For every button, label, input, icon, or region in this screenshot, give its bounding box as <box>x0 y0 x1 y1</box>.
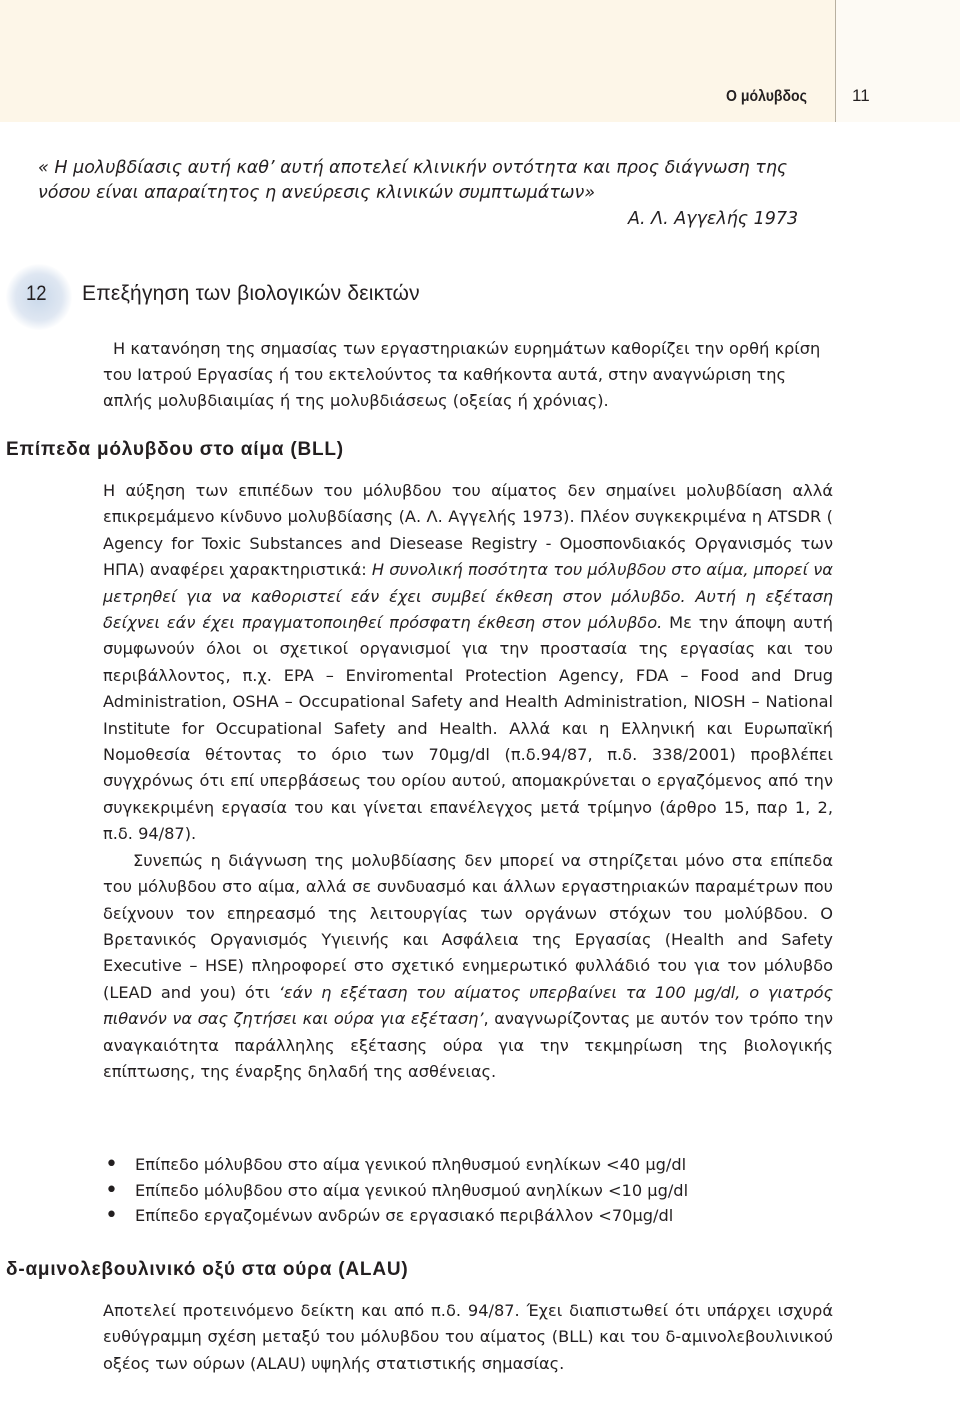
header-band <box>0 0 835 122</box>
bll-body <box>103 478 833 1085</box>
bll-p1-italic: Η συνολική ποσότητα του μόλυβδου στο αίμα, μπορεί να μετρηθεί για να καθοριστεί εάν έχει συμβεί έκθεση στον μόλυβδο. Αυτή η εξέταση δείχνει εάν έχει πραγματοποιηθεί πρόσφατη έκθεση στον μόλυβδο. <box>103 560 833 633</box>
section-number: 12 <box>26 282 47 305</box>
section-intro <box>103 336 838 414</box>
bll-bullet-list <box>103 1152 843 1229</box>
bll-p1-text: Η αύξηση των επιπέδων του μόλυβδου του αίματος δεν σημαίνει μολυβδίαση αλλά επικρεμάμενο κίνδυνο μολυβδίασης (Α. Λ. Αγγελής 1973). Πλέον συγκεκριμένα η ATSDR ( Agency for Toxic Substances and Diesease Registry - Ομοσπονδιακός Οργανισμός των ΗΠΑ) αναφέρει χαρακτηριστικά: <box>103 481 833 580</box>
bll-p2-text-2: , αναγνωρίζοντας με αυτόν τον τρόπο την αναγκαιότητα παράλληλης εξέτασης ούρα για την τεκμηρίωση της βιολογικής επίπτωσης, της έναρξης δηλαδή της ασθένειας. <box>103 1009 834 1081</box>
alau-body <box>103 1298 833 1377</box>
list-item: • Επίπεδο μόλυβδου στο αίμα γενικού πληθυσμού ανηλίκων <10 μg/dl <box>103 1178 843 1204</box>
bll-paragraph-1 <box>103 478 833 848</box>
bll-paragraph-2 <box>103 848 833 1086</box>
list-item: • Επίπεδο μόλυβδου στο αίμα γενικού πληθυσμού ενηλίκων <40 μg/dl <box>103 1152 843 1178</box>
page-number: 11 <box>852 86 870 105</box>
list-item: • Επίπεδο εργαζομένων ανδρών σε εργασιακό περιβάλλον <70μg/dl <box>103 1203 843 1229</box>
epigraph-author: Α. Λ. Αγγελής 1973 <box>628 209 799 229</box>
alau-heading: δ-αμινολεβουλινικό οξύ στα ούρα (ALAU) <box>6 1259 409 1280</box>
intro-paragraph: Η κατανόηση της σημασίας των εργαστηριακών ευρημάτων καθορίζει την ορθή κρίση του Ιατρού Εργασίας ή του εκτελούντος τα καθήκοντα αυτά, στην αναγνώριση της απλής μολυβδιαιμίας ή της μολυβδιάσεως (οξείας ή χρόνιας). <box>103 339 821 410</box>
bll-p1-text-2: Με την άποψη αυτή συμφωνούν όλοι οι σχετικοί οργανισμοί για την προστασία της εργασίας και του περιβάλλοντος, π.χ. EPA – Enviromental Protection Agency, FDA – Food and Drug Administration, OSHA – Occupational Safety and Health Administration, NIOSH – National Institute for Occupational Safety and Health. Αλλά και η Ελληνική και Ευρωπαϊκή Νομοθεσία θέτοντας το όριο των 70μg/dl (π.δ.94/87, π.δ. 338/2001) προβλέπει συγχρόνως ότι επί υπερβάσεως του ορίου αυτού, απομακρύνεται ο εργαζόμενος από την συγκεκριμένη εργασία του και γίνεται επανέλεγχος μετά τρίμηνο (άρθρο 15, παρ 1, 2, π.δ. 94/87). <box>103 613 833 844</box>
alau-paragraph: Αποτελεί προτεινόμενο δείκτη και από π.δ. 94/87. Έχει διαπιστωθεί ότι υπάρχει ισχυρά ευθύγραμμη σχέση μεταξύ του μόλυβδου του αίματος (BLL) και του δ-αμινολεβουλινικού οξέος των ούρων (ALAU) υψηλής στατιστικής σημασίας. <box>103 1301 833 1373</box>
running-title: Ο μόλυβδος <box>726 88 807 105</box>
section-title: Επεξήγηση των βιολογικών δεικτών <box>82 282 420 305</box>
epigraph-quote: « Η μολυβδίασις αυτή καθ’ αυτή αποτελεί κλινικήν οντότητα και προς διάγνωση της νόσου είναι απαραίτητος η ανεύρεσις κλινικών συμπτωμάτων» <box>38 158 788 203</box>
bll-p2-italic: ‘εάν η εξέταση του αίματος υπερβαίνει τα 100 μg/dl, ο γιατρός πιθανόν να σας ζητήσει και ούρα για εξέταση’ <box>103 982 833 1029</box>
bll-heading: Επίπεδα μόλυβδου στο αίμα (BLL) <box>6 439 344 460</box>
bll-p2-text: Συνεπώς η διάγνωση της μολυβδίασης δεν μπορεί να στηρίζεται μόνο στα επίπεδα του μόλυβδου στο αίμα, αλλά σε συνδυασμό και άλλων εργαστηριακών παραμέτρων που δείχνουν τον επηρεασμό της λειτουργίας των οργάνων στόχων του μολύβδου. Ο Βρετανικός Οργανισμός Υγιεινής και Ασφάλεια της Εργασίας (Health and Safety Executive – HSE) πληροφορεί στο σχετικό ενημερωτικό φυλλάδιό του για τον μόλυβδο (LEAD and you) ότι <box>103 850 833 1002</box>
